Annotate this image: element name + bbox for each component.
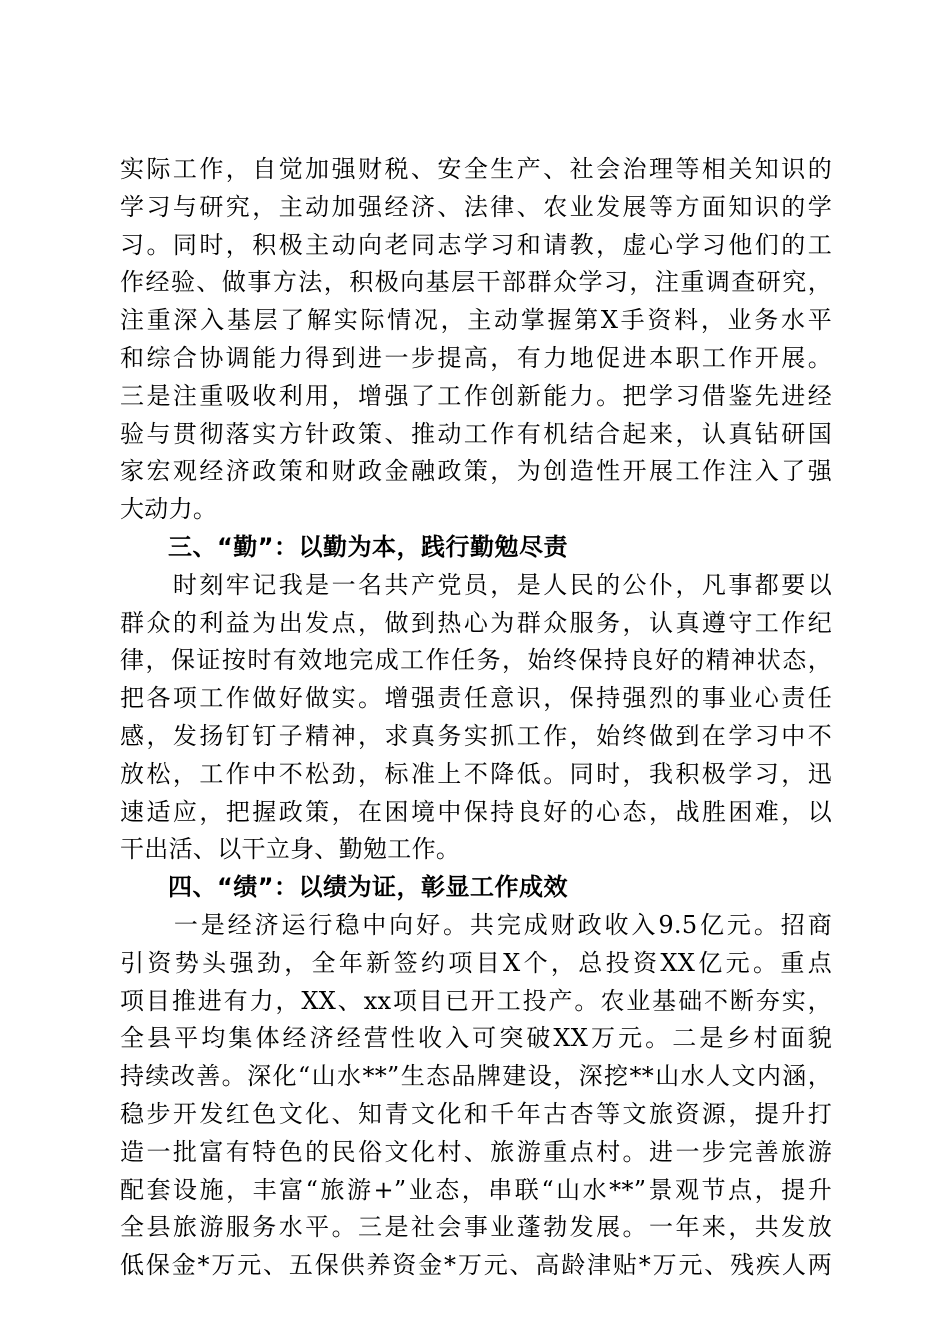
paragraph-line: 稳步开发红色文化、知青文化和千年古杏等文旅资源，提升打: [120, 1099, 832, 1128]
paragraph-line: 持续改善。深化“山水**”生态品牌建设，深挖**山水人文内涵，: [120, 1062, 832, 1091]
paragraph-line: 低保金*万元、五保供养资金*万元、高龄津贴*万元、残疾人两: [120, 1251, 832, 1280]
paragraph-line: 感，发扬钉钉子精神，求真务实抓工作，始终做到在学习中不: [120, 721, 832, 750]
paragraph-line: 把各项工作做好做实。增强责任意识，保持强烈的事业心责任: [120, 684, 832, 713]
paragraph-line: 全县平均集体经济经营性收入可突破XX万元。二是乡村面貌: [120, 1024, 832, 1053]
paragraph-line: 家宏观经济政策和财政金融政策，为创造性开展工作注入了强: [120, 457, 832, 486]
paragraph-line: 速适应，把握政策，在困境中保持良好的心态，战胜困难，以: [120, 797, 832, 826]
paragraph-line: 习。同时，积极主动向老同志学习和请教，虚心学习他们的工: [120, 230, 832, 259]
paragraph-line: 项目推进有力，XX、xx项目已开工投产。农业基础不断夯实，: [120, 986, 832, 1015]
paragraph-line: 实际工作，自觉加强财税、安全生产、社会治理等相关知识的: [120, 155, 832, 183]
paragraph-line: 注重深入基层了解实际情况，主动掌握第X手资料，业务水平: [120, 306, 832, 335]
paragraph-line: 一是经济运行稳中向好。共完成财政收入9.5亿元。招商: [120, 910, 832, 939]
paragraph-line: 和综合协调能力得到进一步提高，有力地促进本职工作开展。: [120, 343, 832, 372]
paragraph-line: 造一批富有特色的民俗文化村、旅游重点村。进一步完善旅游: [120, 1137, 832, 1166]
document-body: [120, 151, 832, 1285]
paragraph-line: 引资势头强劲，全年新签约项目X个，总投资XX亿元。重点: [120, 948, 832, 977]
paragraph-line: 全县旅游服务水平。三是社会事业蓬勃发展。一年来，共发放: [120, 1213, 832, 1242]
paragraph-line: 验与贯彻落实方针政策、推动工作有机结合起来，认真钻研国: [120, 419, 832, 448]
paragraph-line: 学习与研究，主动加强经济、法律、农业发展等方面知识的学: [120, 192, 832, 221]
paragraph-line: 作经验、做事方法，积极向基层干部群众学习，注重调查研究，: [120, 268, 832, 297]
paragraph-line: 律，保证按时有效地完成工作任务，始终保持良好的精神状态，: [120, 646, 832, 675]
paragraph-line: 干出活、以干立身、勤勉工作。: [120, 835, 461, 864]
section-heading: 三、“勤”：以勤为本，践行勤勉尽责: [168, 532, 569, 561]
paragraph-line: 时刻牢记我是一名共产党员，是人民的公仆，凡事都要以: [120, 570, 832, 599]
paragraph-line: 大动力。: [120, 495, 218, 524]
paragraph-line: 配套设施，丰富“旅游+”业态，串联“山水**”景观节点，提升: [120, 1175, 832, 1204]
paragraph-line: 群众的利益为出发点，做到热心为群众服务，认真遵守工作纪: [120, 608, 832, 637]
section-heading: 四、“绩”：以绩为证，彰显工作成效: [168, 873, 569, 902]
paragraph-line: 三是注重吸收利用，增强了工作创新能力。把学习借鉴先进经: [120, 381, 832, 410]
paragraph-line: 放松，工作中不松劲，标准上不降低。同时，我积极学习，迅: [120, 759, 832, 788]
